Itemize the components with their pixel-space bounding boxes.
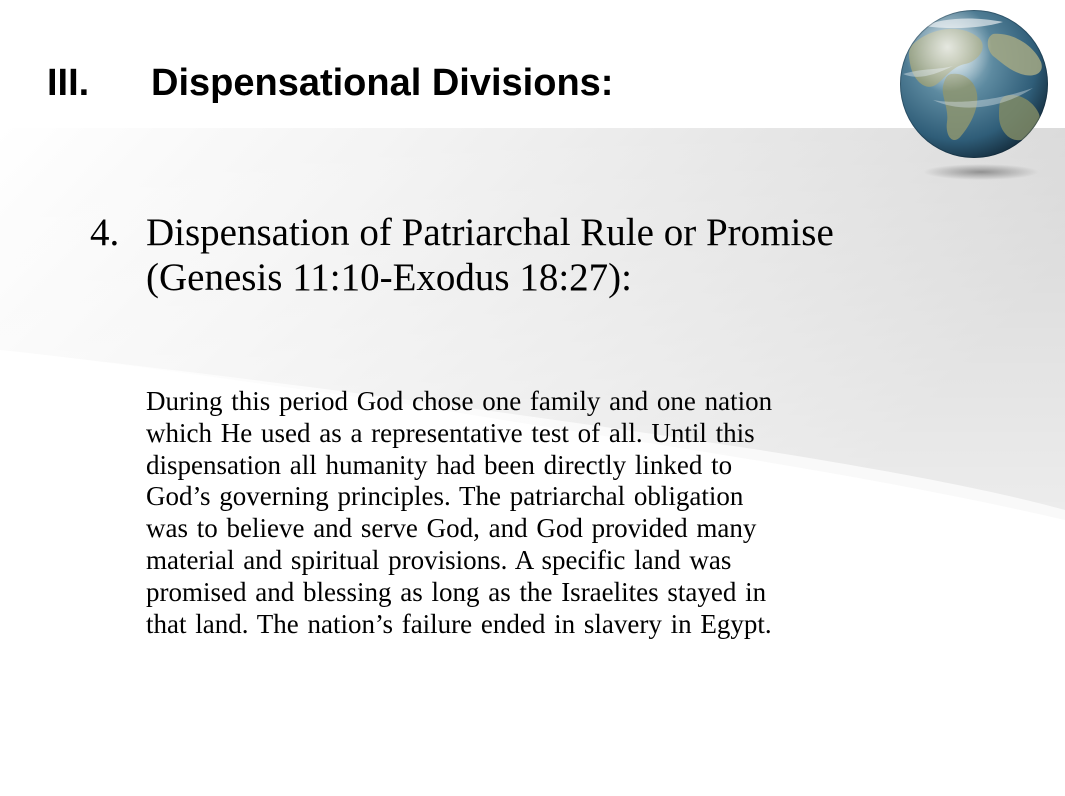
title-number: III. xyxy=(47,62,90,104)
body-line: dispensation all humanity had been directly linked to xyxy=(146,449,733,480)
heading-text xyxy=(146,210,990,300)
body-line: God’s governing principles. The patriarchal obligation xyxy=(146,481,744,512)
heading-line: Dispensation of Patriarchal Rule or Promise xyxy=(146,211,834,254)
body-paragraph xyxy=(146,386,1006,640)
body-line: material and spiritual provisions. A specific land was xyxy=(146,544,732,575)
body-line: was to believe and serve God, and God provided many xyxy=(146,513,757,544)
heading-line: (Genesis 11:10-Exodus 18:27): xyxy=(146,256,632,299)
title-text: Dispensational Divisions: xyxy=(151,62,614,104)
body-line: promised and blessing as long as the Israelites stayed in xyxy=(146,576,767,607)
heading-number: 4. xyxy=(90,211,120,254)
body-line: During this period God chose one family and one nation xyxy=(146,386,773,416)
body-line: which He used as a representative test of all. Until this xyxy=(146,417,755,448)
slide-title xyxy=(47,58,613,108)
section-heading xyxy=(90,210,990,300)
body-line: that land. The nation’s failure ended in slavery in Egypt. xyxy=(146,608,772,639)
globe-icon xyxy=(893,4,1055,184)
